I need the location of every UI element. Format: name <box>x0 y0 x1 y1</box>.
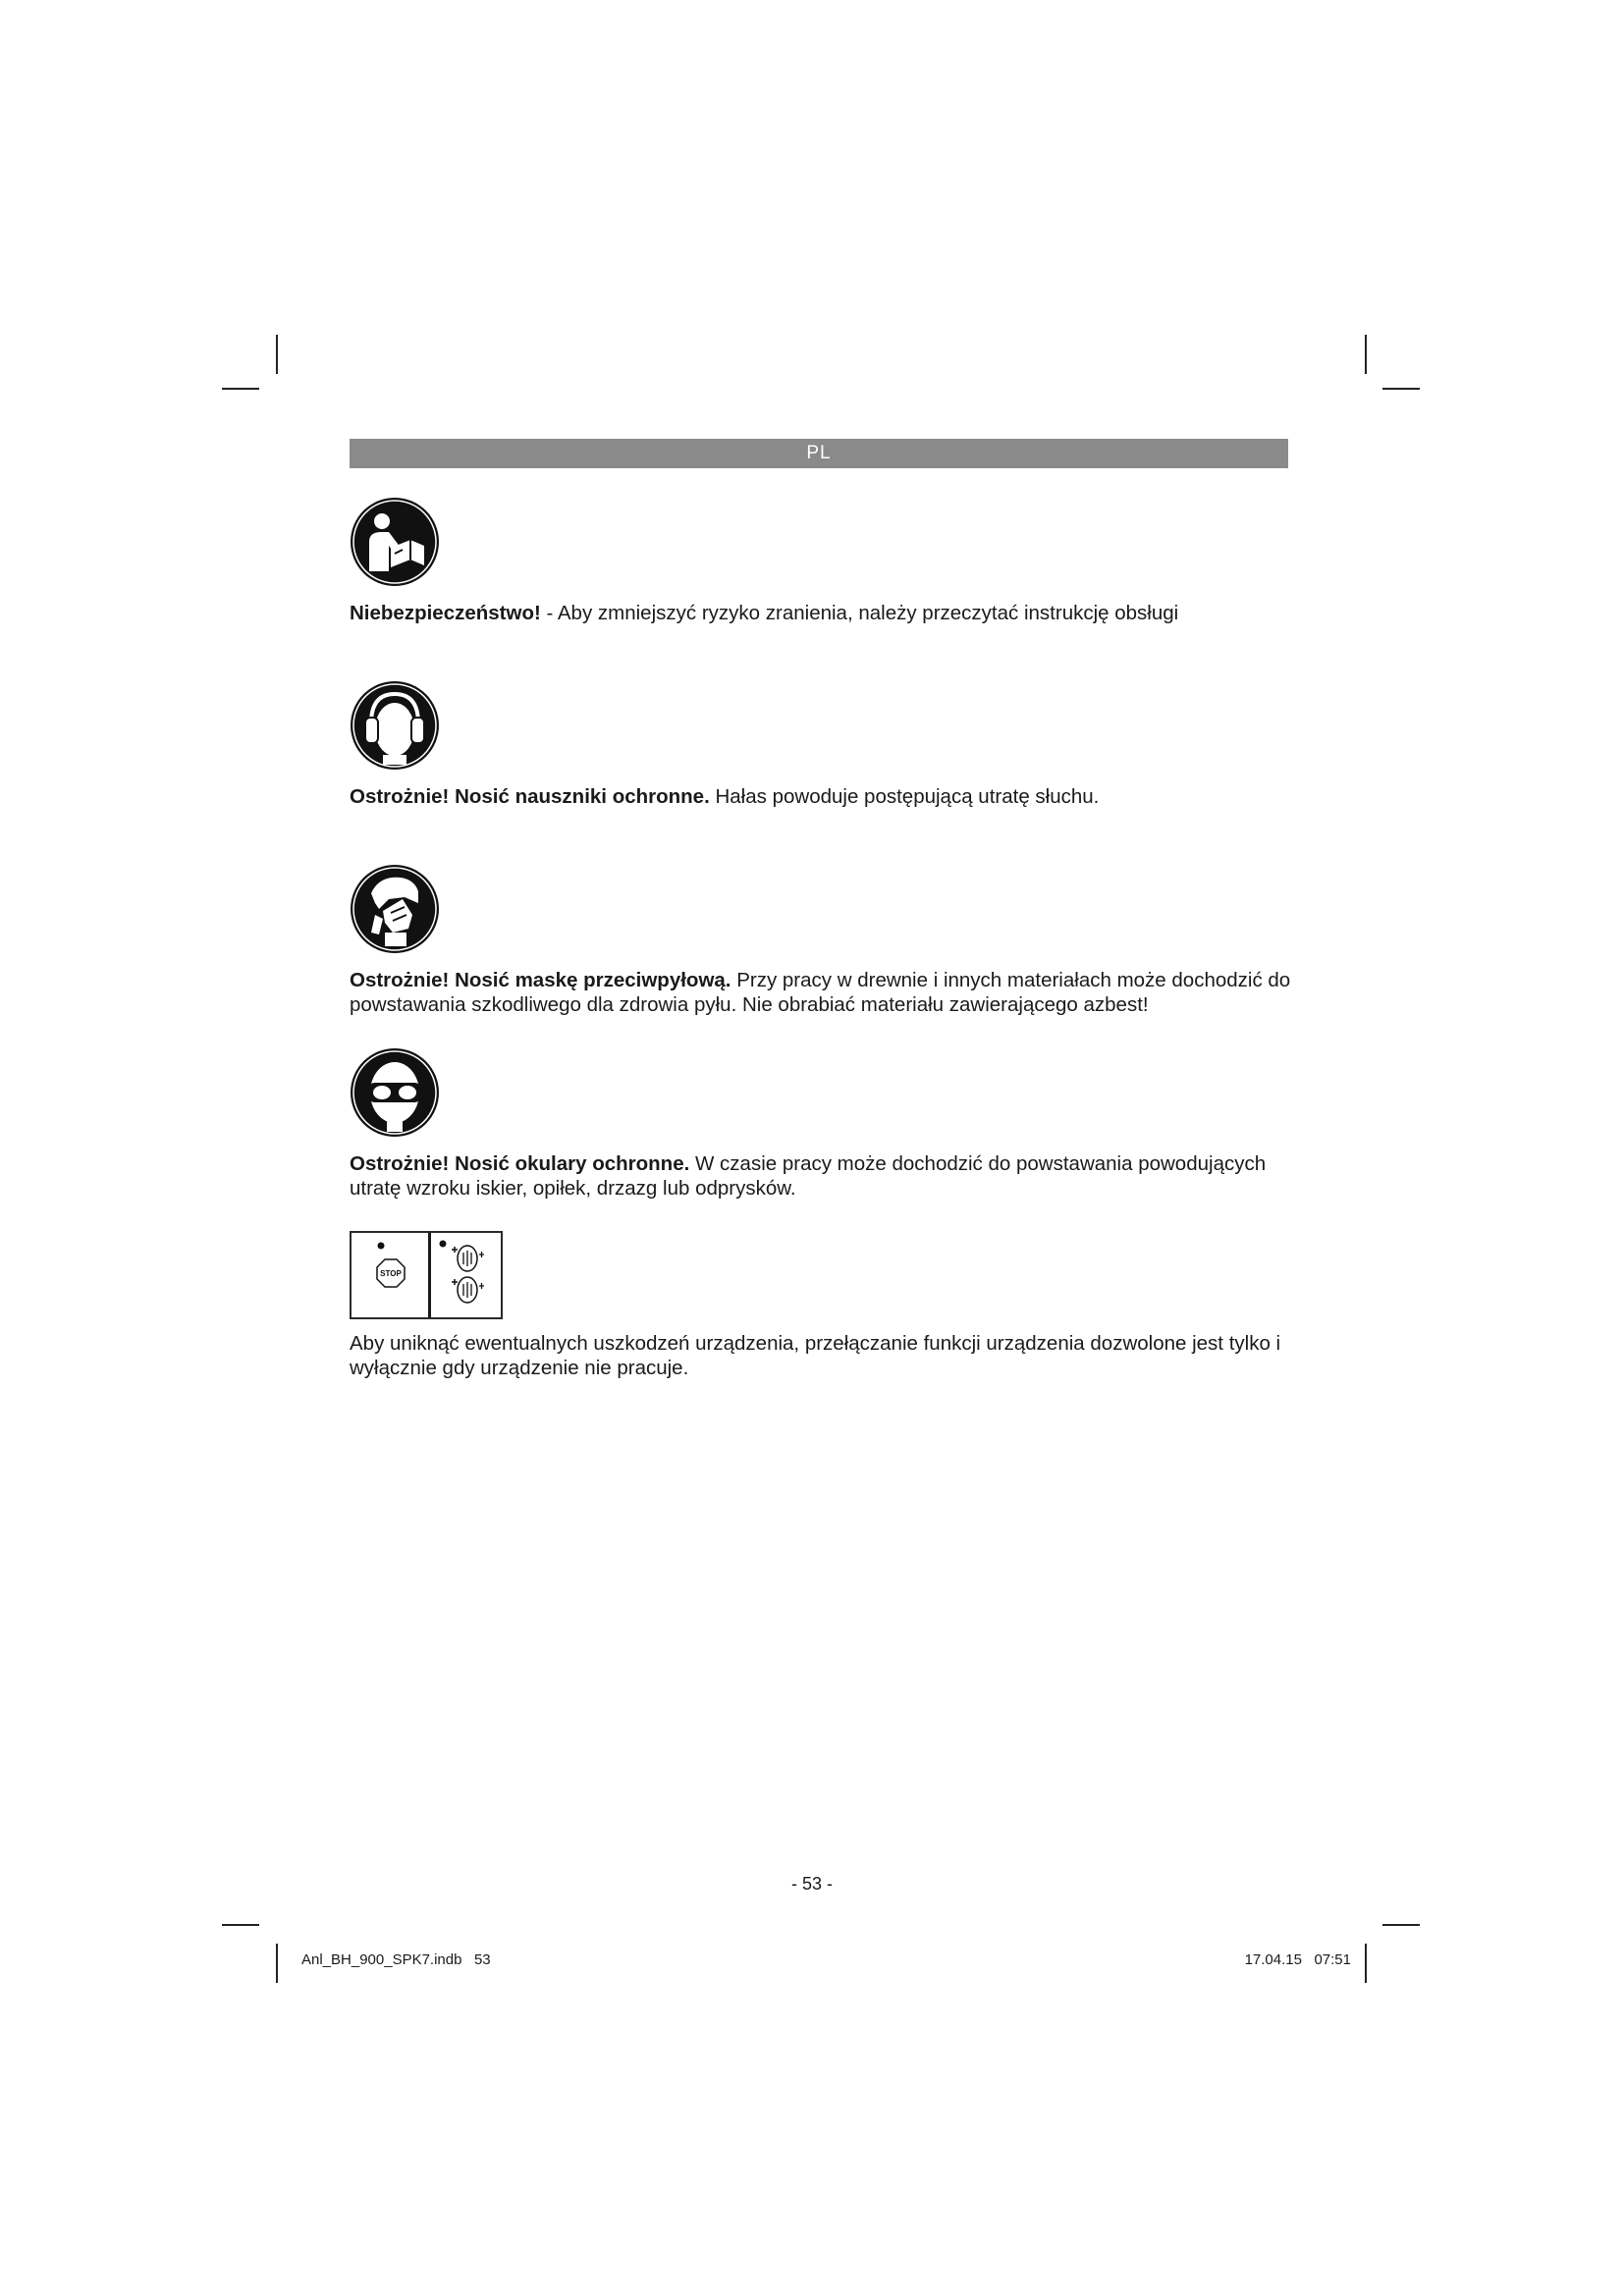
crop-mark <box>222 388 259 390</box>
read-manual-icon <box>350 497 440 587</box>
crop-mark <box>276 1944 278 1983</box>
warning-text: Ostrożnie! Nosić nauszniki ochronne. Hałas powoduje postępującą utratę słuchu. <box>350 785 1100 808</box>
warning-read-manual <box>350 497 1292 625</box>
stop-label: STOP <box>380 1269 402 1278</box>
language-label: PL <box>806 443 832 463</box>
switch-function-notice <box>350 1231 1292 1380</box>
warning-ear-protection <box>350 680 1292 809</box>
footer-file-name: Anl_BH_900_SPK7.indb 53 <box>301 1951 491 1968</box>
function-switch-icon <box>431 1233 500 1317</box>
stop-sign-icon <box>352 1233 428 1317</box>
warning-text: Ostrożnie! Nosić maskę przeciwpyłową. Przy pracy w drewnie i innych materiałach może dochodzić do powstawania szkodliwego dla zdrowia pyłu. Nie obrabiać materiału zawierającego azbest! <box>350 969 1291 1016</box>
warning-text: Ostrożnie! Nosić okulary ochronne. W czasie pracy może dochodzić do powstawania powodujących utratę wzroku iskier, opiłek, drzazg lub odprysków. <box>350 1152 1267 1200</box>
page-number: - 53 - <box>790 1874 833 1894</box>
footer-timestamp: 17.04.15 07:51 <box>1244 1951 1351 1968</box>
ear-protection-icon <box>350 680 440 771</box>
crop-mark <box>1382 388 1420 390</box>
crop-mark <box>276 335 278 374</box>
warning-text: Niebezpieczeństwo! - Aby zmniejszyć ryzyko zranienia, należy przeczytać instrukcję obsługi <box>350 602 1179 624</box>
notice-text: Aby uniknąć ewentualnych uszkodzeń urządzenia, przełączanie funkcji urządzenia dozwolone jest tylko i wyłącznie gdy urządzenie nie pracuje. <box>350 1332 1281 1379</box>
warning-dust-mask <box>350 864 1292 1017</box>
crop-mark <box>1365 335 1367 374</box>
dust-mask-icon <box>350 864 440 954</box>
crop-mark <box>222 1924 259 1926</box>
switch-diagram <box>350 1231 503 1319</box>
crop-mark <box>1382 1924 1420 1926</box>
language-header <box>350 439 1288 468</box>
safety-goggles-icon <box>350 1047 440 1138</box>
warning-safety-goggles <box>350 1047 1292 1201</box>
crop-mark <box>1365 1944 1367 1983</box>
